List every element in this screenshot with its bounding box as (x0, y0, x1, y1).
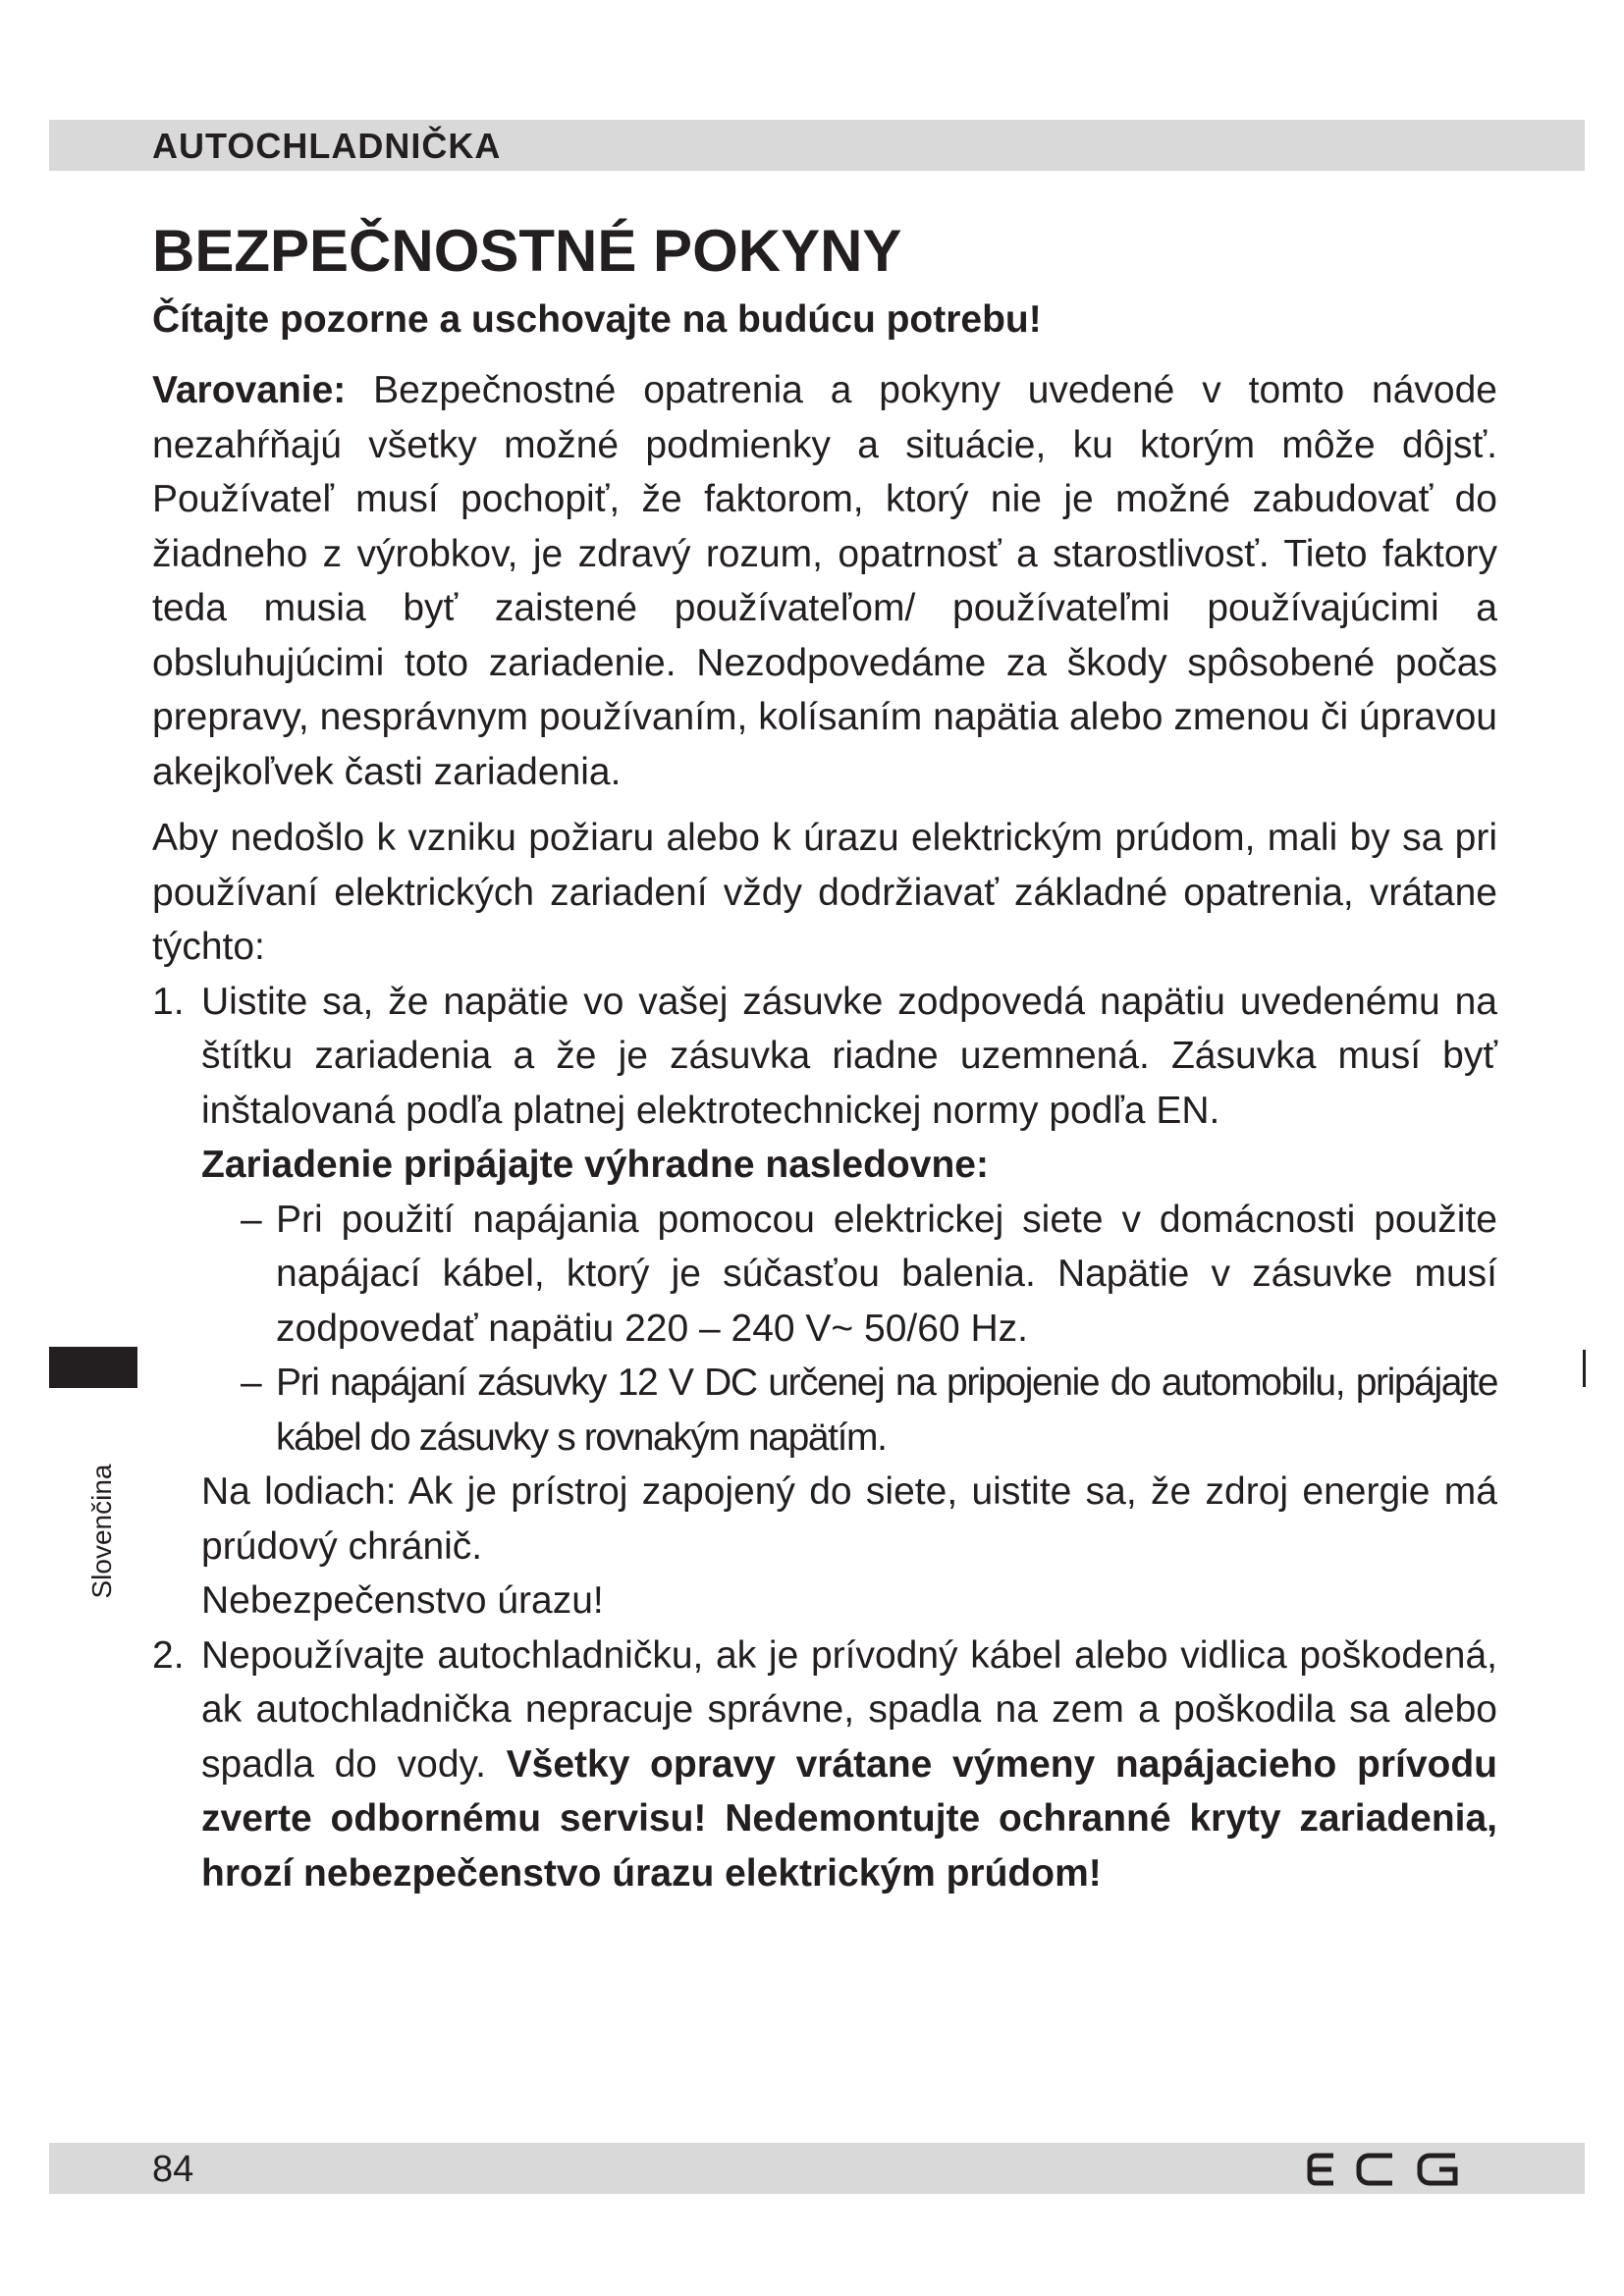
dash-list (201, 1193, 1497, 1466)
ecg-logo (1306, 2152, 1463, 2187)
dash-text: Pri použití napájania pomocou elektrickej siete v domácnosti použite napájací kábel, ktorý je súčasťou balenia. Napätie v zásuvke musí zodpovedať napätiu 220 – 240 V~ 50/60 Hz. (276, 1198, 1497, 1350)
language-tab-marker (49, 1347, 137, 1388)
page-title: BEZPEČNOSTNÉ POKYNY (152, 218, 902, 284)
list-number: 2. (152, 1633, 185, 1677)
dash-marker: – (241, 1198, 262, 1241)
boats-note: Na lodiach: Ak je prístroj zapojený do siete, uistite sa, že zdroj energie má prúdový chránič. (201, 1470, 1497, 1568)
connection-subheading: Zariadenie pripájajte výhradne nasledovne: (201, 1144, 989, 1186)
list-body (201, 1629, 1497, 1901)
dash-marker: – (241, 1362, 262, 1404)
dash-item (241, 1193, 1497, 1357)
danger-note: Nebezpečenstvo úrazu! (201, 1579, 604, 1622)
intro-paragraph: Aby nedošlo k vzniku požiaru alebo k úrazu elektrickým prúdom, mali by sa pri používaní elektrických zariadení vždy dodržiavať základné opatrenia, vrátane týchto: (152, 817, 1497, 968)
item-text: Nepoužívajte autochladničku, ak je prívodný kábel alebo vidlica poškodená, ak autochladnička nepracuje správne, spadla na zem a poškodila sa alebo spadla do vody. (201, 1633, 1497, 1786)
warning-label: Varovanie: (152, 369, 347, 411)
warning-paragraph (152, 363, 1497, 799)
list-item (152, 975, 1497, 1629)
warning-text: Bezpečnostné opatrenia a pokyny uvedené v tomto návode nezahŕňajú všetky možné podmienky a situácie, ku ktorým môže dôjsť. Používateľ musí pochopiť, že faktorom, ktorý nie je možné zabudovať do žiadneho z výrobkov, je zdravý rozum, opatrnosť a starostlivosť. Tieto faktory teda musia byť zaistené používateľom/ používateľmi používajúcimi a obsluhujúcimi toto zariadenie. Nezodpovedáme za škody spôsobené počas prepravy, nesprávnym používaním, kolísaním napätia alebo zmenou či úpravou akejkoľvek časti zariadenia. (152, 369, 1497, 793)
item-bold-text: Všetky opravy vrátane výmeny napájacieho prívodu zverte odbornému servisu! Nedemontujte ochranné kryty zariadenia, hrozí nebezpečenstvo úrazu elektrickým prúdom! (201, 1742, 1497, 1895)
language-tab-label: Slovenčina (86, 1464, 117, 1599)
item-text-paragraph (201, 1629, 1497, 1901)
page-edge-mark (1583, 1350, 1586, 1387)
list-number: 1. (152, 980, 185, 1023)
dash-item (241, 1356, 1497, 1465)
item-text: Uistite sa, že napätie vo vašej zásuvke zodpovedá napätiu uvedenému na štítku zariadenia a že je zásuvka riadne uzemnená. Zásuvka musí byť inštalovaná podľa platnej elektrotechnickej normy podľa EN. (201, 980, 1497, 1132)
header-title: AUTOCHLADNIČKA (152, 126, 502, 166)
list-item (152, 1629, 1497, 1901)
safety-list (152, 975, 1497, 1901)
page-number: 84 (152, 2149, 194, 2190)
subtitle: Čítajte pozorne a uschovajte na budúcu potrebu! (152, 298, 1042, 341)
list-body (201, 975, 1497, 1629)
dash-text: Pri napájaní zásuvky 12 V DC určenej na pripojenie do automobilu, pripájajte kábel do zásuvky s rovnakým napätím. (276, 1362, 1497, 1459)
body-text (152, 363, 1497, 1900)
